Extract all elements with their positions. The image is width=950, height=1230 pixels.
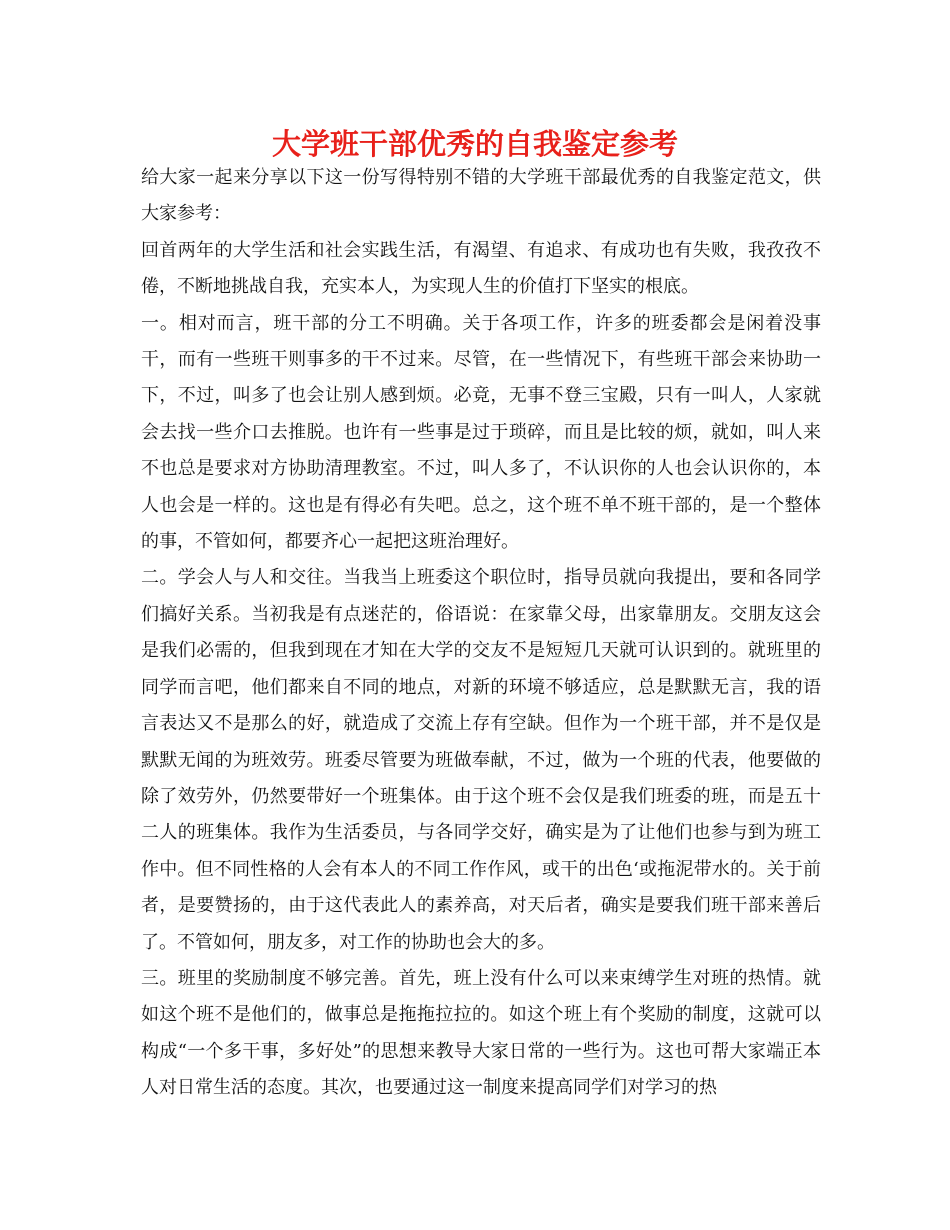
paragraph-review: 回首两年的大学生活和社会实践生活，有渴望、有追求、有成功也有失败，我孜孜不倦，不断地挑战自我，充实本人，为实现人生的价值打下坚实的根底。 [141, 239, 821, 298]
document-title: 大学班干部优秀的自我鉴定参考 [271, 127, 678, 161]
paragraph-point-two: 二。学会人与人和交往。当我当上班委这个职位时，指导员就向我提出，要和各同学们搞好关系。当初我是有点迷茫的，俗语说：在家靠父母，出家靠朋友。交朋友这会是我们必需的，但我到现在才知在大学的交友不是短短几天就可认识到的。就班里的同学而言吧，他们都来自不同的地点，对新的环境不够适应，总是默默无言，我的语言表达又不是那么的好，就造成了交流上存有空缺。但作为一个班干部，并不是仅是默默无闻的为班效劳。班委尽管要为班做奉献，不过，做为一个班的代表，他要做的除了效劳外，仍然要带好一个班集体。由于这个班不会仅是我们班委的班，而是五十二人的班集体。我作为生活委员，与各同学交好，确实是为了让他们也参与到为班工作中。但不同性格的人会有本人的不同工作作风，或干的出色‘或拖泥带水的。关于前者，是要赞扬的，由于这代表此人的素养高，对天后者，确实是要我们班干部来善后了。不管如何，朋友多，对工作的协助也会大的多。 [141, 567, 821, 953]
paragraph-point-one: 一。相对而言，班干部的分工不明确。关于各项工作，许多的班委都会是闲着没事干，而有一些班干则事多的干不过来。尽管，在一些情况下，有些班干部会来协助一下，不过，叫多了也会让别人感到烦。必竟，无事不登三宝殿，只有一叫人，人家就会去找一些介口去推脱。也许有一些事是过于琐碎，而且是比较的烦，就如，叫人来不也总是要求对方协助清理教室。不过，叫人多了，不认识你的人也会认识你的，本人也会是一样的。这也是有得必有失吧。总之，这个班不单不班干部的，是一个整体的事，不管如何，都要齐心一起把这班治理好。 [141, 312, 821, 553]
document-body [141, 160, 821, 1107]
paragraph-intro: 给大家一起来分享以下这一份写得特别不错的大学班干部最优秀的自我鉴定范文，供大家参考： [141, 167, 821, 225]
paragraph-point-three: 三。班里的奖励制度不够完善。首先，班上没有什么可以来束缚学生对班的热情。就如这个班不是他们的，做事总是拖拖拉拉的。如这个班上有个奖励的制度，这就可以构成“一个多干事，多好处”的思想来教导大家日常的一些行为。这也可帮大家端正本人对日常生活的态度。其次，也要通过这一制度来提高同学们对学习的热 [141, 967, 821, 1099]
